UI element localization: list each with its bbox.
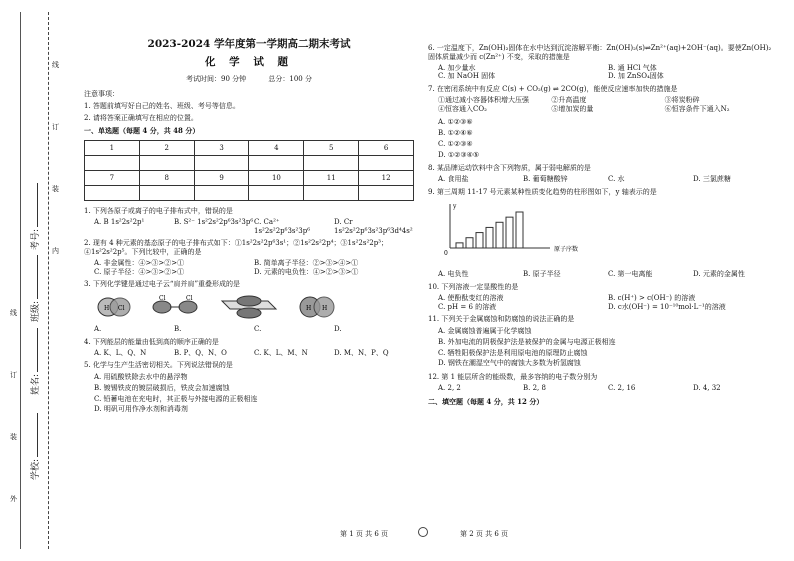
- answer-cell[interactable]: [139, 156, 194, 171]
- question-stem: 1. 下列各原子或离子的电子排布式中，错误的是: [84, 207, 233, 215]
- binding-mark: 外: [10, 495, 17, 503]
- question-option: D. 三氯蔗糖: [693, 175, 731, 183]
- question-options: [438, 384, 778, 393]
- answer-cell[interactable]: [85, 186, 140, 201]
- orbital-b: [150, 293, 202, 321]
- question-stem: 8. 某品牌运动饮料中含下列物质，属于弱电解质的是: [428, 164, 591, 173]
- binding-mark: 订: [52, 123, 59, 131]
- chart-bar: [516, 212, 523, 248]
- question: [428, 85, 778, 113]
- question-option: A. K、L、Q、N: [94, 348, 147, 357]
- exam-score: 总分：100 分: [268, 75, 312, 84]
- question: [84, 280, 414, 334]
- binding-field-label: 班级:: [31, 300, 41, 322]
- answer-cell[interactable]: [249, 186, 304, 201]
- question-option: A. 金属腐蚀普遍属于化学腐蚀: [438, 327, 532, 335]
- answer-cell: 12: [359, 171, 414, 186]
- question: [84, 361, 414, 415]
- orbital-c: [218, 293, 280, 321]
- answer-cell[interactable]: [304, 156, 359, 171]
- exam-time: 考试时间：90 分钟: [186, 75, 247, 84]
- orbital-d: [296, 293, 338, 321]
- chart-ylabel: y: [453, 202, 457, 210]
- answer-cell[interactable]: [85, 156, 140, 171]
- question-option: C. K、L、M、N: [254, 348, 308, 357]
- binding-field-underline: [37, 328, 38, 372]
- question: [428, 373, 778, 393]
- question-option: A. 2, 2: [438, 383, 461, 392]
- answer-cell: 8: [139, 171, 194, 186]
- binding-field-label: 学校:: [31, 458, 41, 480]
- chart-bar: [456, 242, 463, 247]
- answer-cell: 6: [359, 141, 414, 156]
- exam-subject: 化 学 试 题: [205, 56, 293, 69]
- question-stem: 9. 第三周期 11-17 号元素某种性质变化趋势的柱形图如下，y 轴表示的是: [428, 187, 657, 196]
- svg-text:H: H: [104, 305, 110, 312]
- question-option: B. 葡萄糖酸锌: [523, 175, 568, 183]
- question-option: D. c水(OH⁻) = 10⁻¹⁰mol·L⁻¹的溶液: [608, 302, 726, 311]
- question-option: C.: [254, 325, 262, 333]
- answer-cell: 4: [249, 141, 304, 156]
- binding-field-underline: [37, 255, 38, 299]
- question-option: ②升高温度: [551, 95, 587, 104]
- question-stem: 11. 下列关于金属腐蚀和防腐蚀的说法正确的是: [428, 315, 575, 324]
- question-option: B. 镀锡铁皮的镀层破损后，铁皮会加速腐蚀: [94, 383, 230, 392]
- note-1: 1. 答题前填写好自己的姓名、班级、考号等信息。: [84, 101, 240, 110]
- question: [428, 283, 778, 311]
- question-option: A. 用硫酸铁除去水中的悬浮物: [94, 373, 188, 381]
- answer-cell: 1: [85, 141, 140, 156]
- binding-mark: 内: [52, 247, 59, 255]
- question-options: [94, 259, 414, 277]
- question-stem: 4. 下列能层的能量由低到高的顺序正确的是: [84, 337, 219, 346]
- question-option: C. 铅蓄电池在充电时，其正极与外接电源的正极相连: [94, 394, 258, 403]
- chart-origin: 0: [444, 249, 448, 257]
- answer-cell[interactable]: [359, 186, 414, 201]
- section2-title: 二、填空题（每题 4 分，共 12 分）: [428, 396, 544, 406]
- question: [428, 164, 778, 184]
- question-option: D.: [334, 325, 342, 333]
- svg-text:H: H: [306, 305, 312, 312]
- question-options: [94, 325, 414, 334]
- binding-margin: [0, 0, 70, 561]
- question-options: [438, 270, 778, 279]
- answer-cell: 9: [194, 171, 249, 186]
- question-option: B. 外加电流的阴极保护法是被保护的金属与电源正极相连: [438, 337, 616, 346]
- question-option: A. ①②③⑥: [438, 118, 473, 127]
- question-option: D. ①②③④⑤: [438, 150, 480, 159]
- chart-xlabel: 原子序数: [554, 245, 579, 253]
- footer-right: 第 2 页 共 6 页: [460, 530, 509, 538]
- question-option: D. 元素的电负性：④>②>③>①: [254, 267, 359, 276]
- answer-cell[interactable]: [359, 156, 414, 171]
- chart-bar: [486, 227, 493, 248]
- question-option: B.: [174, 325, 182, 333]
- svg-text:Cl: Cl: [159, 295, 166, 302]
- question-options: [438, 326, 778, 369]
- answer-cell[interactable]: [194, 186, 249, 201]
- question-stem: 3. 下列化学键是通过电子云“肩并肩”重叠形成的是: [84, 280, 241, 289]
- question-option: C. Ca²⁺ 1s²2s²2p⁶3s²3p⁶: [254, 217, 311, 235]
- question-option: ③将炭粉碎: [664, 95, 700, 104]
- question-option: B. ①②④⑥: [438, 129, 473, 137]
- question-option: B. c(H⁺) > c(OH⁻) 的溶液: [608, 293, 696, 302]
- question-option: B. P、Q、N、O: [174, 348, 227, 357]
- answer-cell: 7: [85, 171, 140, 186]
- question: [428, 188, 778, 267]
- question: [84, 338, 414, 358]
- binding-mark: 装: [10, 433, 17, 441]
- right-column: [428, 40, 778, 410]
- binding-field: [28, 413, 41, 480]
- binding-field: [28, 328, 41, 395]
- binding-mark: 线: [10, 309, 17, 317]
- page-divider-circle: [418, 527, 428, 537]
- answer-cell[interactable]: [249, 156, 304, 171]
- question-option: C. 水: [608, 175, 625, 183]
- question-option: B. S²⁻ 1s²2s²2p⁶3s²3p⁶: [174, 217, 254, 226]
- q9-bar-chart: [442, 200, 602, 262]
- answer-cell[interactable]: [304, 186, 359, 201]
- notes-title: 注意事项：: [84, 90, 119, 98]
- question-option: C. 原子半径：④>③>②>①: [94, 267, 185, 276]
- question: [428, 270, 778, 279]
- answer-cell: 3: [194, 141, 249, 156]
- exam-title: 2023-2024 学年度第一学期高二期末考试: [147, 38, 351, 50]
- question: [428, 117, 778, 160]
- question-options: [94, 349, 414, 358]
- note-2: 2. 请将答案正确填写在相应的位置。: [84, 113, 198, 122]
- question-option: B. 简单离子半径：②>③>④>①: [254, 258, 359, 267]
- question-option: ①通过减小容器体积增大压强: [438, 95, 529, 104]
- question-options: [438, 117, 778, 160]
- chart-bar: [496, 222, 503, 248]
- question-options: [438, 96, 778, 114]
- question-options: [438, 294, 778, 312]
- question: [84, 239, 414, 276]
- question-options: [94, 218, 414, 236]
- question-option: D. Cr 1s²2s²2p⁶3s²3p⁶3d⁴4s²: [334, 217, 413, 235]
- chart-bar: [466, 237, 473, 247]
- footer-left: 第 1 页 共 6 页: [340, 530, 389, 538]
- answer-cell[interactable]: [194, 156, 249, 171]
- question: [84, 207, 414, 235]
- svg-text:H: H: [322, 305, 328, 312]
- orbital-a: [94, 293, 134, 321]
- question-options: [438, 175, 778, 184]
- question-option: C. 2, 16: [608, 383, 636, 392]
- question: [428, 315, 778, 369]
- answer-cell: 5: [304, 141, 359, 156]
- question-option: ⑥恒容条件下通入N₂: [664, 104, 730, 113]
- chart-bar: [506, 217, 513, 248]
- binding-field-label: 姓名:: [31, 373, 41, 395]
- question-stem: 5. 化学与生产生活密切相关。下列说法错误的是: [84, 361, 233, 370]
- question-stem: 7. 在密闭系统中有反应 C(s) + CO₂(g) ⇌ 2CO(g)，能使反应速率加快的措施是: [428, 85, 678, 93]
- answer-cell: 2: [139, 141, 194, 156]
- binding-field-underline: [37, 413, 38, 457]
- binding-field-underline: [37, 183, 38, 227]
- question-option: A. 加少量水: [438, 63, 476, 72]
- question-options: [94, 372, 414, 415]
- chart-bar: [476, 232, 483, 247]
- question-option: C. 加 NaOH 固体: [438, 72, 496, 81]
- exam-meta: [84, 75, 414, 84]
- question-option: D. 4, 32: [693, 383, 721, 392]
- question-option: ⑤增加炭的量: [551, 104, 594, 113]
- question-option: C. pH = 6 的溶液: [438, 302, 497, 311]
- question: [428, 44, 778, 81]
- binding-field: [28, 255, 41, 322]
- question-option: D. 加 ZnSO₄固体: [608, 72, 664, 81]
- question-option: C. ①②③④: [438, 139, 473, 148]
- question-option: A.: [94, 325, 102, 333]
- binding-mark: 线: [52, 61, 59, 69]
- question-stem: 2. 现有 4 种元素的基态原子的电子排布式如下：①1s²2s²2p⁶3s¹；②1s²2s²2p⁴；③1s²2s²2p³；④1s²2s²2p⁵。下列比较中，正确的是: [84, 239, 388, 256]
- question-option: ④恒容通入CO₂: [438, 104, 487, 113]
- binding-dashed-line: [48, 12, 49, 549]
- answer-cell[interactable]: [139, 186, 194, 201]
- question-option: A. 电负性: [438, 270, 469, 279]
- question-option: B. 2, 8: [523, 383, 546, 392]
- left-column: [84, 38, 414, 417]
- binding-line: [20, 12, 21, 549]
- question-option: B. 原子半径: [523, 270, 561, 279]
- question-option: A. B 1s²2s²2p¹: [94, 217, 145, 226]
- answer-cell: 11: [304, 171, 359, 186]
- question-option: D. 明矾可用作净水剂和消毒剂: [94, 405, 188, 414]
- svg-text:Cl: Cl: [186, 295, 193, 302]
- binding-field: [28, 183, 41, 250]
- section1-title: 一、单选题（每题 4 分，共 48 分）: [84, 126, 200, 136]
- binding-field-label: 考号:: [31, 228, 41, 250]
- question-options: [438, 64, 778, 82]
- orbital-figures: [94, 292, 414, 322]
- question-option: D. 元素的金属性: [693, 270, 745, 279]
- question-option: A. 非金属性：④>③>②>①: [94, 258, 185, 267]
- svg-text:Cl: Cl: [118, 305, 125, 312]
- question-option: B. 通 HCl 气体: [608, 63, 657, 72]
- question-option: A. 食用盐: [438, 175, 469, 183]
- question-option: A. 使酚酞变红的溶液: [438, 293, 504, 302]
- question-option: C. 牺牲阳极保护法是利用原电池的原理防止腐蚀: [438, 348, 588, 357]
- question-stem: 12. 第 1 能层所含的能级数，最多容纳的电子数分别为: [428, 373, 598, 381]
- binding-mark: 装: [52, 185, 59, 193]
- question-stem: 6. 一定温度下，Zn(OH)₂固体在水中达到沉淀溶解平衡：Zn(OH)₂(s)⇌Zn²⁺(aq)+2OH⁻(aq)。要使Zn(OH)₂固体质量减少而 c(Zn²⁺) 不变，采取的措施是: [428, 44, 772, 61]
- answer-table: [84, 140, 414, 201]
- answer-cell: 10: [249, 171, 304, 186]
- binding-mark: 订: [10, 371, 17, 379]
- question-option: D. M、N、P、Q: [334, 348, 389, 357]
- question-stem: 10. 下列溶液一定显酸性的是: [428, 283, 519, 291]
- question-option: C. 第一电离能: [608, 270, 653, 279]
- question-option: D. 钢铁在潮湿空气中的腐蚀大多数为析氢腐蚀: [438, 359, 581, 368]
